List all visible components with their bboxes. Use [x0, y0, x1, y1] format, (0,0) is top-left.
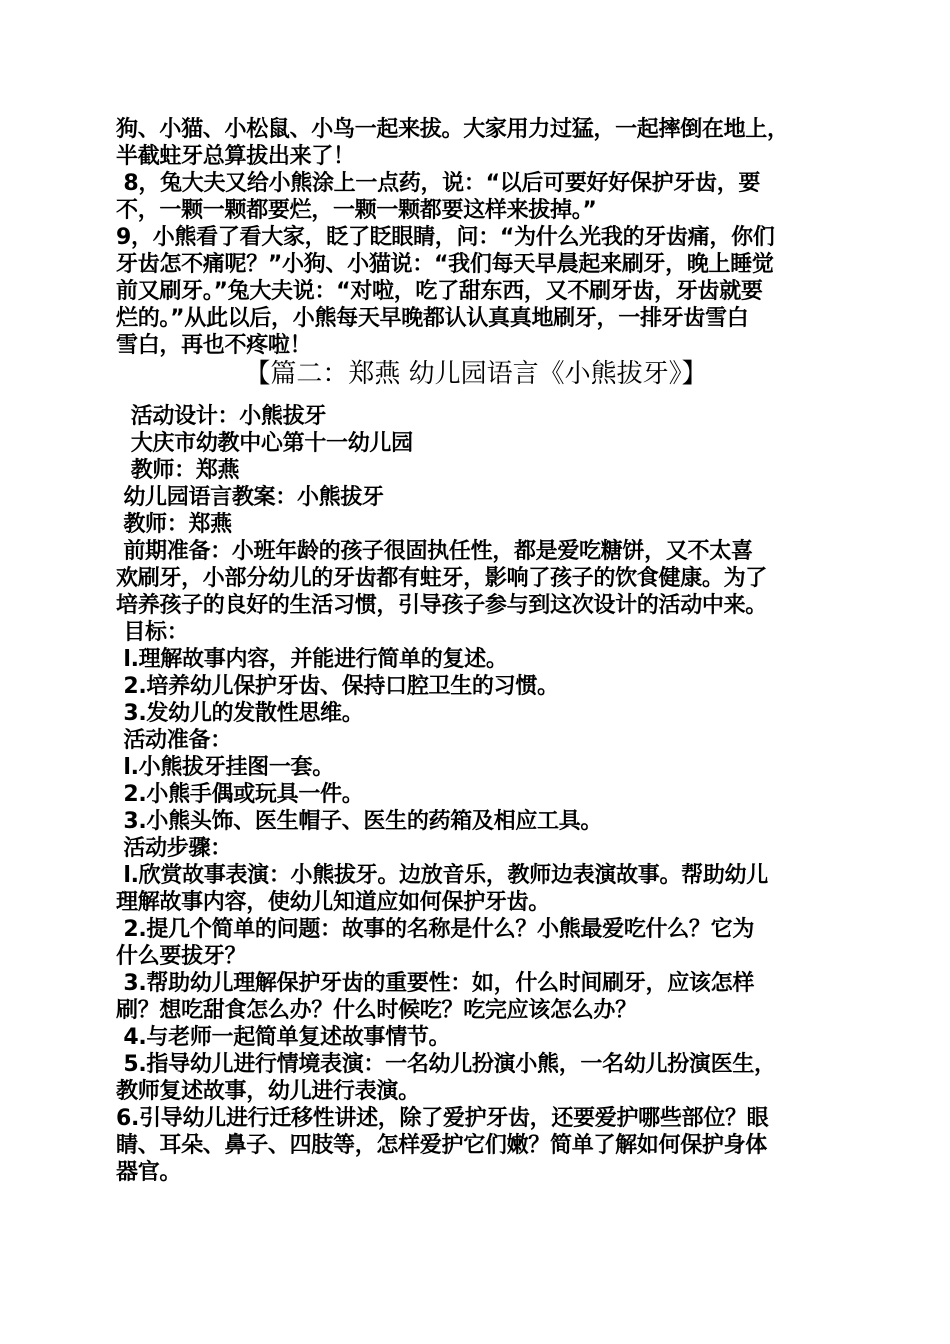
text-line: 2.提几个简单的问题：故事的名称是什么？小熊最爱吃什么？它为: [116, 917, 755, 942]
text-line: 不，一颗一颗都要烂，一颗一颗都要这样来拔掉。”: [116, 198, 597, 223]
text-line: 9，小熊看了看大家，眨了眨眼睛，问：“为什么光我的牙齿痛，你们: [116, 225, 775, 250]
text-line: 狗、小猫、小松鼠、小鸟一起来拔。大家用力过猛，一起摔倒在地上，: [116, 117, 789, 142]
text-line: 前又刷牙。”兔大夫说：“对啦，吃了甜东西，又不刷牙齿，牙齿就要: [116, 279, 763, 304]
text-line: 6.引导幼儿进行迁移性讲述，除了爱护牙齿，还要爱护哪些部位？眼: [116, 1106, 769, 1131]
text-line: 培养孩子的良好的生活习惯，引导孩子参与到这次设计的活动中来。: [116, 593, 768, 618]
text-line: 2.培养幼儿保护牙齿、保持口腔卫生的习惯。: [116, 674, 559, 699]
text-line: 3.帮助幼儿理解保护牙齿的重要性：如，什么时间刷牙，应该怎样: [116, 971, 755, 996]
text-line: 器官。: [116, 1160, 182, 1185]
text-line: 目标：: [116, 620, 189, 645]
text-line: l.理解故事内容，并能进行简单的复述。: [116, 647, 508, 672]
text-line: l.小熊拔牙挂图一套。: [116, 755, 334, 780]
text-line: 4.与老师一起简单复述故事情节。: [116, 1025, 451, 1050]
text-line: 2.小熊手偶或玩具一件。: [116, 782, 364, 807]
document-page: [116, 116, 836, 1186]
text-line: 活动步骤：: [116, 836, 232, 861]
text-line: 5.指导幼儿进行情境表演：一名幼儿扮演小熊，一名幼儿扮演医生，: [116, 1052, 776, 1077]
text-line: 什么要拔牙？: [116, 944, 247, 969]
text-line: 雪白，再也不疼啦！: [116, 333, 312, 358]
text-line: 大庆市幼教中心第十一幼儿园: [116, 431, 413, 456]
text-line: 活动设计：小熊拔牙: [116, 404, 327, 429]
text-line: 欢刷牙，小部分幼儿的牙齿都有蛀牙，影响了孩子的饮食健康。为了: [116, 566, 768, 591]
text-line: 3.小熊头饰、医生帽子、医生的药箱及相应工具。: [116, 809, 603, 834]
text-line: 3.发幼儿的发散性思维。: [116, 701, 364, 726]
text-line: 8，兔大夫又给小熊涂上一点药，说：“以后可要好好保护牙齿，要: [116, 171, 761, 196]
section-heading: 【篇二：郑燕 幼儿园语言《小熊拔牙》】: [244, 359, 708, 389]
text-line: 刷？想吃甜食怎么办？什么时候吃？吃完应该怎么办？: [116, 998, 637, 1023]
text-line: 幼儿园语言教案：小熊拔牙: [116, 485, 384, 510]
text-line: 教师：郑燕: [116, 458, 240, 483]
text-line: 教师复述故事，幼儿进行表演。: [116, 1079, 420, 1104]
text-line: 活动准备：: [116, 728, 232, 753]
text-line: 理解故事内容，使幼儿知道应如何保护牙齿。: [116, 890, 551, 915]
story-continuation: [116, 116, 836, 359]
text-line: 半截蛀牙总算拔出来了！: [116, 144, 355, 169]
text-line: 睛、耳朵、鼻子、四肢等，怎样爱护它们嫩？简单了解如何保护身体: [116, 1133, 768, 1158]
lesson-plan: [116, 403, 836, 1186]
text-line: 教师：郑燕: [116, 512, 232, 537]
text-line: l.欣赏故事表演：小熊拔牙。边放音乐，教师边表演故事。帮助幼儿: [116, 863, 768, 888]
text-line: 烂的。”从此以后，小熊每天早晚都认认真真地刷牙，一排牙齿雪白: [116, 306, 749, 331]
text-line: 前期准备：小班年龄的孩子很固执任性，都是爱吃糖饼，又不太喜: [116, 539, 753, 564]
text-line: 牙齿怎不痛呢？”小狗、小猫说：“我们每天早晨起来刷牙，晚上睡觉: [116, 252, 774, 277]
